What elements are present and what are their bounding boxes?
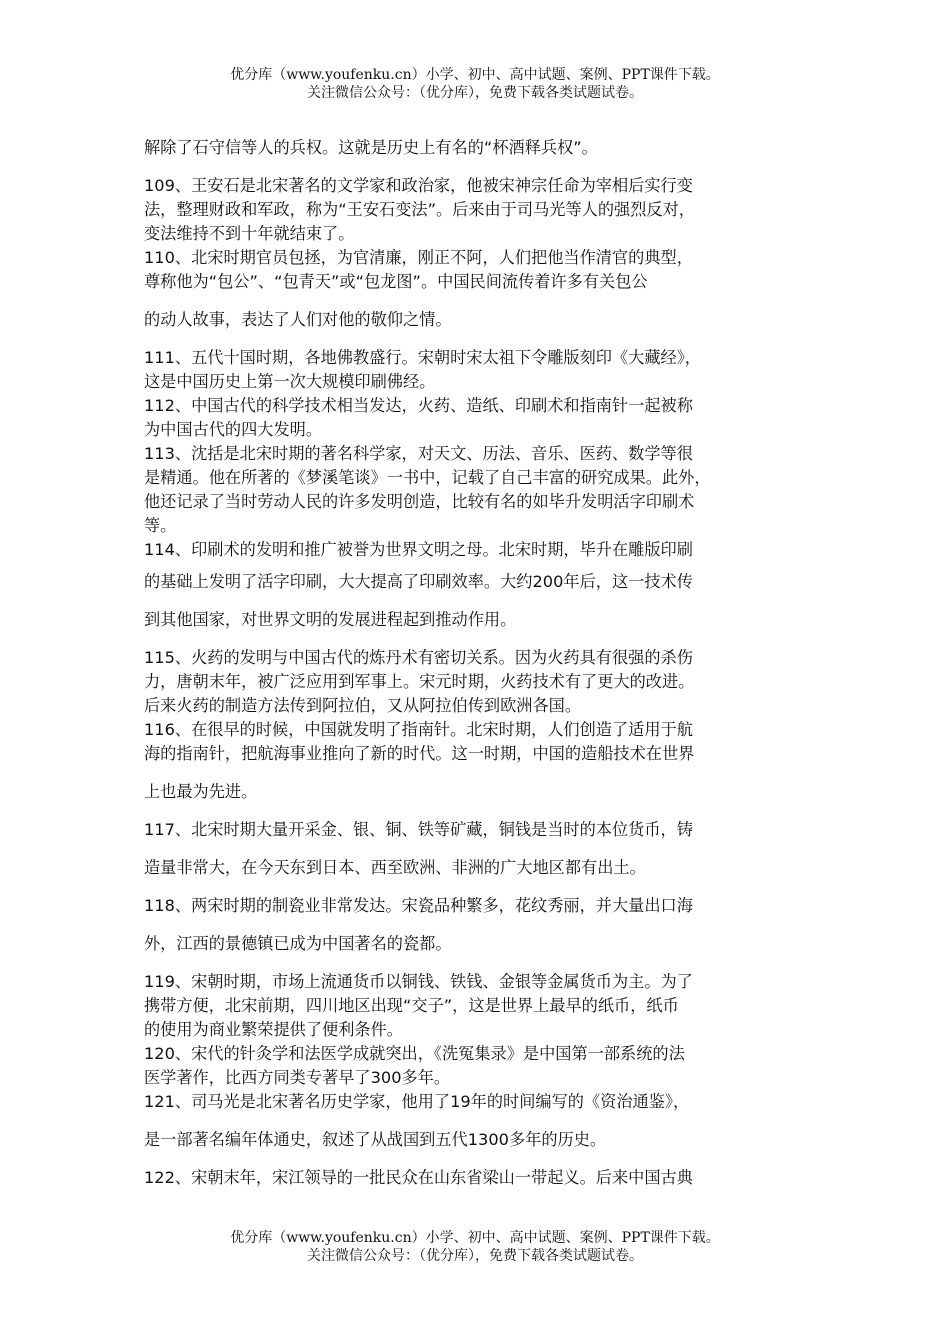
paragraph-112	[144, 394, 812, 442]
text-line: 力，唐朝末年，被广泛应用到军事上。宋元时期，火药技术有了更大的改进。	[144, 672, 695, 691]
paragraph-117	[144, 818, 812, 880]
text-line: 110、北宋时期官员包拯，为官清廉，刚正不阿，人们把他当作清官的典型，	[144, 248, 693, 267]
header-line-2: 关注微信公众号：（优分库），免费下载各类试题试卷。	[307, 85, 643, 101]
text-line: 这是中国历史上第一次大规模印刷佛经。	[144, 372, 436, 391]
paragraph-122	[144, 1166, 812, 1190]
text-line: 尊称他为“包公”、“包青天”或“包龙图”。中国民间流传着许多有关包公	[144, 272, 648, 291]
text-line: 113、沈括是北宋时期的著名科学家，对天文、历法、音乐、医药、数学等很	[144, 444, 693, 463]
text-line: 111、五代十国时期，各地佛教盛行。宋朝时宋太祖下令雕版刻印《大藏经》，	[144, 348, 701, 367]
text-line: 外，江西的景德镇已成为中国著名的瓷都。	[144, 934, 452, 953]
paragraph-113	[144, 442, 812, 538]
text-line: 后来火药的制造方法传到阿拉伯，又从阿拉伯传到欧洲各国。	[144, 696, 582, 715]
paragraph-116	[144, 718, 812, 804]
text-line: 等。	[144, 516, 177, 535]
text-line: 的基础上发明了活字印刷，大大提高了印刷效率。大约200年后，这一技术传	[144, 572, 693, 591]
text-line: 海的指南针，把航海事业推向了新的时代。这一时期，中国的造船技术在世界	[144, 744, 695, 763]
text-line: 120、宋代的针灸学和法医学成就突出，《洗冤集录》是中国第一部系统的法	[144, 1044, 685, 1063]
text-line: 118、两宋时期的制瓷业非常发达。宋瓷品种繁多，花纹秀丽，并大量出口海	[144, 896, 693, 915]
paragraph-109	[144, 174, 812, 246]
paragraph-121	[144, 1090, 812, 1152]
text-line: 他还记录了当时劳动人民的许多发明创造，比较有名的如毕升发明活字印刷术	[144, 492, 695, 511]
text-line: 是一部著名编年体通史，叙述了从战国到五代1300多年的历史。	[144, 1130, 607, 1149]
header-line-1: 优分库（www.youfenku.cn）小学、初中、高中试题、案例、PPT课件下载。	[230, 67, 720, 83]
text-line: 的动人故事，表达了人们对他的敬仰之情。	[144, 310, 452, 329]
text-line: 121、司马光是北宋著名历史学家，他用了19年的时间编写的《资治通鉴》，	[144, 1092, 690, 1111]
text-line: 109、王安石是北宋著名的文学家和政治家，他被宋神宗任命为宰相后实行变	[144, 176, 693, 195]
text-line: 变法维持不到十年就结束了。	[144, 224, 355, 243]
text-line: 122、宋朝末年，宋江领导的一批民众在山东省梁山一带起义。后来中国古典	[144, 1168, 693, 1187]
paragraph-118	[144, 894, 812, 956]
text-line: 117、北宋时期大量开采金、银、铜、铁等矿藏，铜钱是当时的本位货币，铸	[144, 820, 693, 839]
paragraph-110	[144, 246, 812, 332]
text-line: 到其他国家，对世界文明的发展进程起到推动作用。	[144, 610, 517, 629]
footer-line-2: 关注微信公众号：（优分库），免费下载各类试题试卷。	[307, 1248, 643, 1264]
paragraph-115	[144, 646, 812, 718]
paragraph-108-end	[144, 136, 812, 160]
text-line: 116、在很早的时候，中国就发明了指南针。北宋时期，人们创造了适用于航	[144, 720, 693, 739]
text-line: 112、中国古代的科学技术相当发达，火药、造纸、印刷术和指南针一起被称	[144, 396, 693, 415]
page-footer	[0, 1229, 950, 1265]
text-line: 119、宋朝时期，市场上流通货币以铜钱、铁钱、金银等金属货币为主。为了	[144, 972, 693, 991]
text-line: 法，整理财政和军政，称为“王安石变法”。后来由于司马光等人的强烈反对，	[144, 200, 695, 219]
paragraph-114	[144, 538, 812, 632]
paragraph-111	[144, 346, 812, 394]
text-line: 解除了石守信等人的兵权。这就是历史上有名的“杯酒释兵权”。	[144, 138, 598, 157]
paragraph-120	[144, 1042, 812, 1090]
footer-line-1: 优分库（www.youfenku.cn）小学、初中、高中试题、案例、PPT课件下载。	[230, 1230, 720, 1246]
paragraph-119	[144, 970, 812, 1042]
page-header	[0, 66, 950, 102]
text-line: 医学著作，比西方同类专著早了300多年。	[144, 1068, 451, 1087]
text-line: 造量非常大，在今天东到日本、西至欧洲、非洲的广大地区都有出土。	[144, 858, 646, 877]
text-line: 为中国古代的四大发明。	[144, 420, 323, 439]
text-line: 115、火药的发明与中国古代的炼丹术有密切关系。因为火药具有很强的杀伤	[144, 648, 693, 667]
document-body	[144, 136, 812, 1190]
text-line: 的使用为商业繁荣提供了便利条件。	[144, 1020, 403, 1039]
text-line: 是精通。他在所著的《梦溪笔谈》一书中，记载了自己丰富的研究成果。此外，	[144, 468, 711, 487]
text-line: 携带方便，北宋前期，四川地区出现“交子”，这是世界上最早的纸币，纸币	[144, 996, 679, 1015]
text-line: 114、印刷术的发明和推广被誉为世界文明之母。北宋时期，毕升在雕版印刷	[144, 540, 693, 559]
text-line: 上也最为先进。	[144, 782, 258, 801]
